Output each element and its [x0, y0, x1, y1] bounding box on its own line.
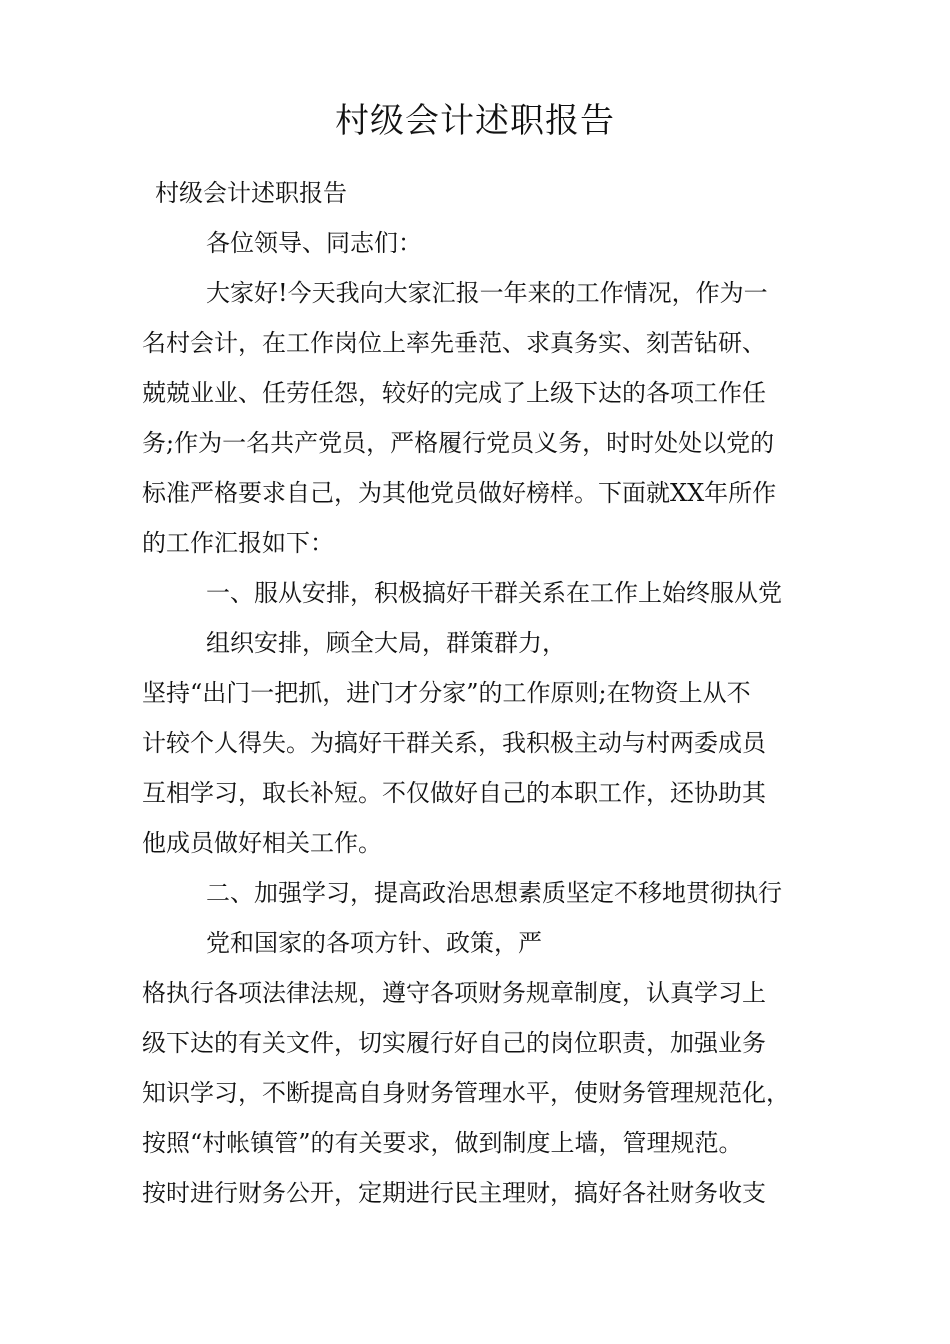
paragraph-line: 格执行各项法律法规，遵守各项财务规章制度，认真学习上 — [142, 979, 766, 1007]
paragraph-line: 大家好!今天我向大家汇报一年来的工作情况，作为一 — [206, 279, 768, 307]
paragraph-line: 按时进行财务公开，定期进行民主理财，搞好各社财务收支 — [142, 1179, 766, 1207]
paragraph-line: 务;作为一名共产党员，严格履行党员义务，时时处处以党的 — [142, 429, 775, 457]
paragraph-line: 组织安排，顾全大局，群策群力， — [206, 629, 566, 657]
document-title: 村级会计述职报告 — [335, 101, 615, 141]
section-heading-line: 二、加强学习，提高政治思想素质坚定不移地贯彻执行 — [206, 879, 782, 907]
section-heading-line: 一、服从安排，积极搞好干群关系在工作上始终服从党 — [206, 579, 782, 607]
paragraph-line: 他成员做好相关工作。 — [142, 829, 382, 857]
paragraph-line: 互相学习，取长补短。不仅做好自己的本职工作，还协助其 — [142, 779, 766, 807]
paragraph-line: 的工作汇报如下： — [142, 529, 334, 557]
paragraph-line: 坚持“出门一把抓，进门才分家”的工作原则;在物资上从不 — [142, 679, 751, 707]
paragraph-line: 兢兢业业、任劳任怨，较好的完成了上级下达的各项工作任 — [142, 379, 766, 407]
document-subtitle: 村级会计述职报告 — [155, 179, 347, 207]
paragraph-line: 按照“村帐镇管”的有关要求，做到制度上墙，管理规范。 — [142, 1129, 743, 1157]
paragraph-line: 党和国家的各项方针、政策，严 — [206, 929, 542, 957]
paragraph-line: 知识学习，不断提高自身财务管理水平，使财务管理规范化， — [142, 1079, 790, 1107]
paragraph-line: 标准严格要求自己，为其他党员做好榜样。下面就XX年所作 — [142, 479, 777, 507]
paragraph-line: 计较个人得失。为搞好干群关系，我积极主动与村两委成员 — [142, 729, 766, 757]
paragraph-line: 级下达的有关文件，切实履行好自己的岗位职责，加强业务 — [142, 1029, 766, 1057]
salutation-line: 各位领导、同志们： — [206, 229, 422, 257]
paragraph-line: 名村会计，在工作岗位上率先垂范、求真务实、刻苦钻研、 — [142, 329, 766, 357]
